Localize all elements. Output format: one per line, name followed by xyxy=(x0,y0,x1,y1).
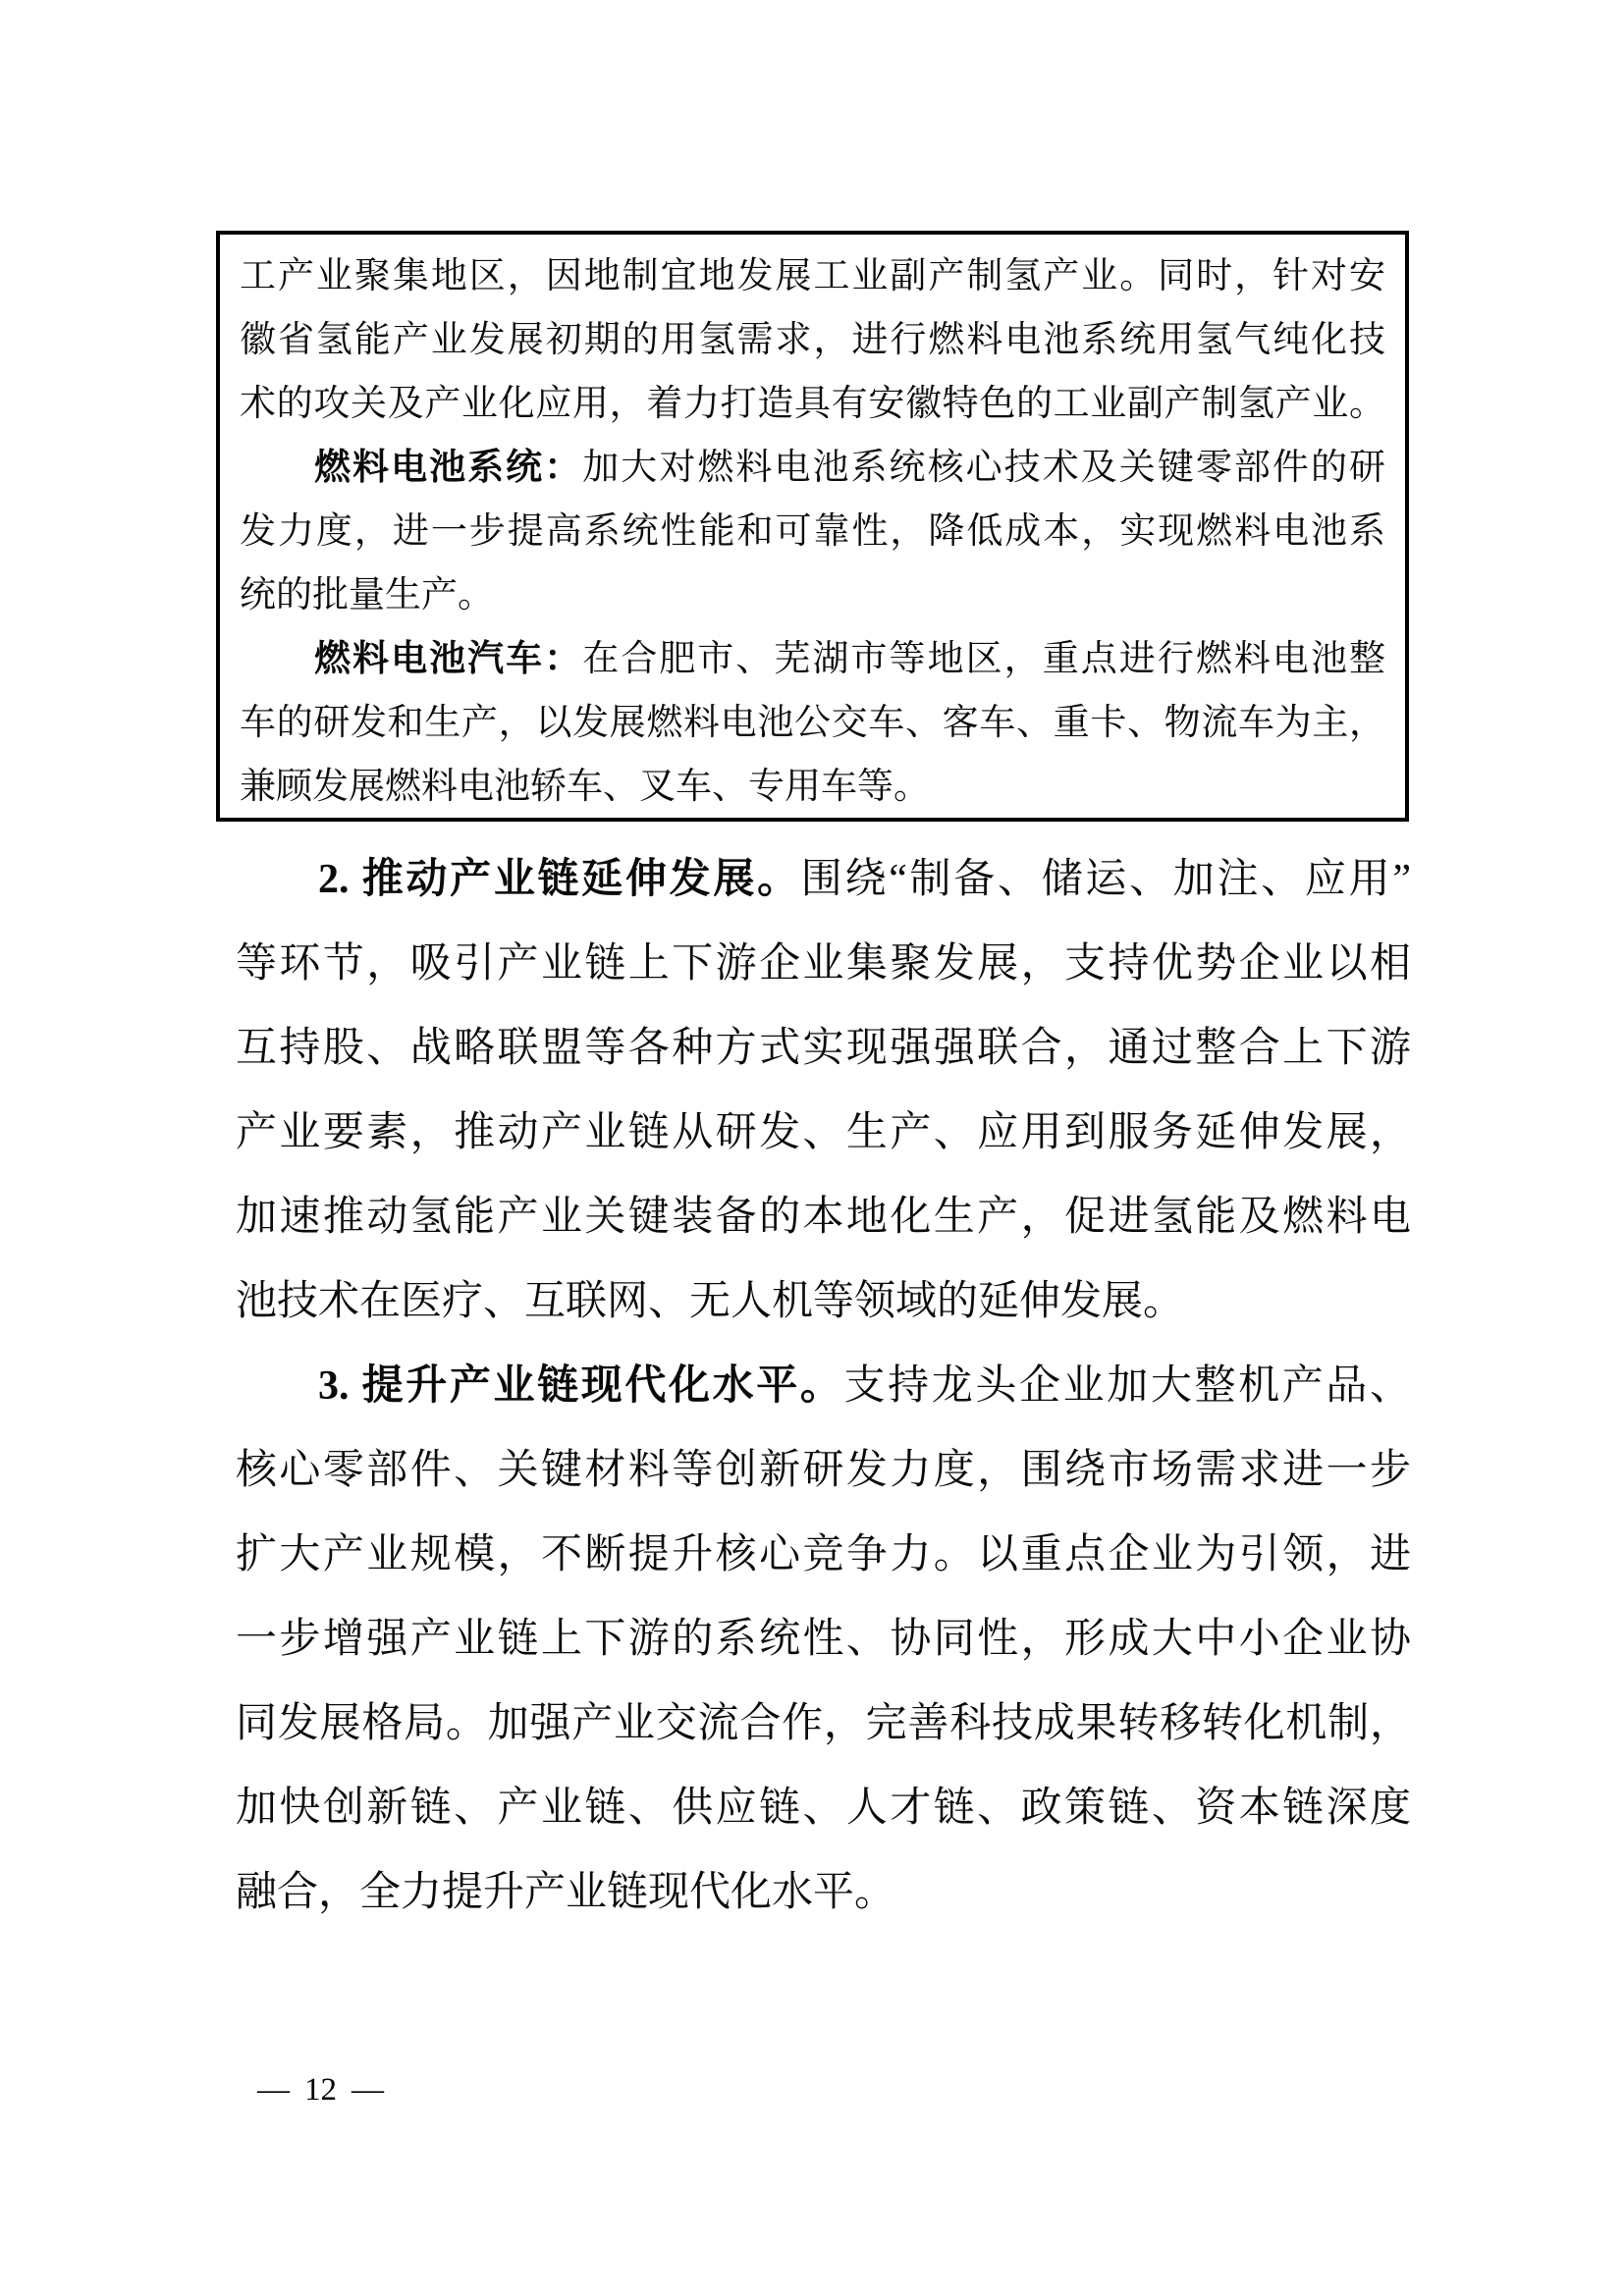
paragraph-2-line xyxy=(236,922,1411,1006)
box-line xyxy=(240,244,1385,308)
body-line-text: 一步增强产业链上下游的系统性、协同性，形成大中小企业协 xyxy=(236,1617,1411,1662)
page-number-dash-left: — xyxy=(257,2072,290,2108)
box-line-text: 工产业聚集地区，因地制宜地发展工业副产制氢产业。同时，针对安 xyxy=(240,256,1385,296)
box-line xyxy=(240,308,1385,372)
paragraph-2-line xyxy=(236,1006,1411,1091)
paragraph-2-line xyxy=(236,1259,1411,1344)
box-line-label: 燃料电池汽车： xyxy=(314,639,583,679)
page-number xyxy=(257,2067,384,2112)
body-line-text: 等环节，吸引产业链上下游企业集聚发展，支持优势企业以相 xyxy=(236,941,1411,987)
paragraph-3-line xyxy=(236,1850,1411,1935)
body-line-text: 支持龙头企业加大整机产品、 xyxy=(843,1363,1411,1409)
box-line-text: 在合肥市、芜湖市等地区，重点进行燃料电池整 xyxy=(582,639,1385,679)
body-line-text: 加速推动氢能产业关键装备的本地化生产，促进氢能及燃料电 xyxy=(236,1195,1411,1240)
paragraph-2-line xyxy=(236,1091,1411,1175)
body-line-text: 池技术在医疗、互联网、无人机等领域的延伸发展。 xyxy=(236,1279,1185,1324)
paragraph-2-line xyxy=(236,1175,1411,1259)
paragraph-2-heading: 2. 推动产业链延伸发展。 xyxy=(318,857,801,902)
box-line xyxy=(240,563,1385,627)
box-line xyxy=(240,436,1385,500)
box-line-text: 车的研发和生产，以发展燃料电池公交车、客车、重卡、物流车为主， xyxy=(240,703,1385,743)
box-line xyxy=(240,627,1385,691)
box-line xyxy=(240,500,1385,563)
box-line-text: 兼顾发展燃料电池轿车、叉车、专用车等。 xyxy=(240,767,930,807)
box-line-label: 燃料电池系统： xyxy=(314,448,583,488)
box-line xyxy=(240,691,1385,755)
box-line xyxy=(240,372,1385,436)
body-text xyxy=(236,837,1411,1935)
body-line-text: 核心零部件、关键材料等创新研发力度，围绕市场需求进一步 xyxy=(236,1448,1411,1493)
box-line-text: 发力度，进一步提高系统性能和可靠性，降低成本，实现燃料电池系 xyxy=(240,511,1385,552)
body-line-text: 扩大产业规模，不断提升核心竞争力。以重点企业为引领，进 xyxy=(236,1532,1411,1577)
box-line xyxy=(240,755,1385,819)
paragraph-3-line xyxy=(236,1513,1411,1597)
paragraph-3-line xyxy=(236,1344,1411,1428)
paragraph-3-line xyxy=(236,1428,1411,1513)
box-line-text: 徽省氢能产业发展初期的用氢需求，进行燃料电池系统用氢气纯化技 xyxy=(240,320,1385,360)
page-number-dash-right: — xyxy=(352,2072,384,2108)
box-line-text: 术的攻关及产业化应用，着力打造具有安徽特色的工业副产制氢产业。 xyxy=(240,384,1385,424)
paragraph-3-heading: 3. 提升产业链现代化水平。 xyxy=(318,1363,844,1409)
highlight-box xyxy=(216,231,1409,822)
box-line-text: 加大对燃料电池系统核心技术及关键零部件的研 xyxy=(582,448,1385,488)
body-line-text: 融合，全力提升产业链现代化水平。 xyxy=(236,1870,896,1915)
paragraph-3-line xyxy=(236,1682,1411,1766)
body-line-text: 加快创新链、产业链、供应链、人才链、政策链、资本链深度 xyxy=(236,1786,1411,1831)
paragraph-3-line xyxy=(236,1766,1411,1850)
paragraph-3-line xyxy=(236,1597,1411,1682)
page-number-value: 12 xyxy=(304,2072,337,2108)
body-line-text: 围绕“制备、储运、加注、应用” xyxy=(800,857,1411,902)
paragraph-2-line xyxy=(236,837,1411,922)
box-line-text: 统的批量生产。 xyxy=(240,575,494,615)
body-line-text: 同发展格局。加强产业交流合作，完善科技成果转移转化机制， xyxy=(236,1701,1411,1746)
body-line-text: 产业要素，推动产业链从研发、生产、应用到服务延伸发展， xyxy=(236,1110,1411,1155)
body-line-text: 互持股、战略联盟等各种方式实现强强联合，通过整合上下游 xyxy=(236,1026,1411,1071)
